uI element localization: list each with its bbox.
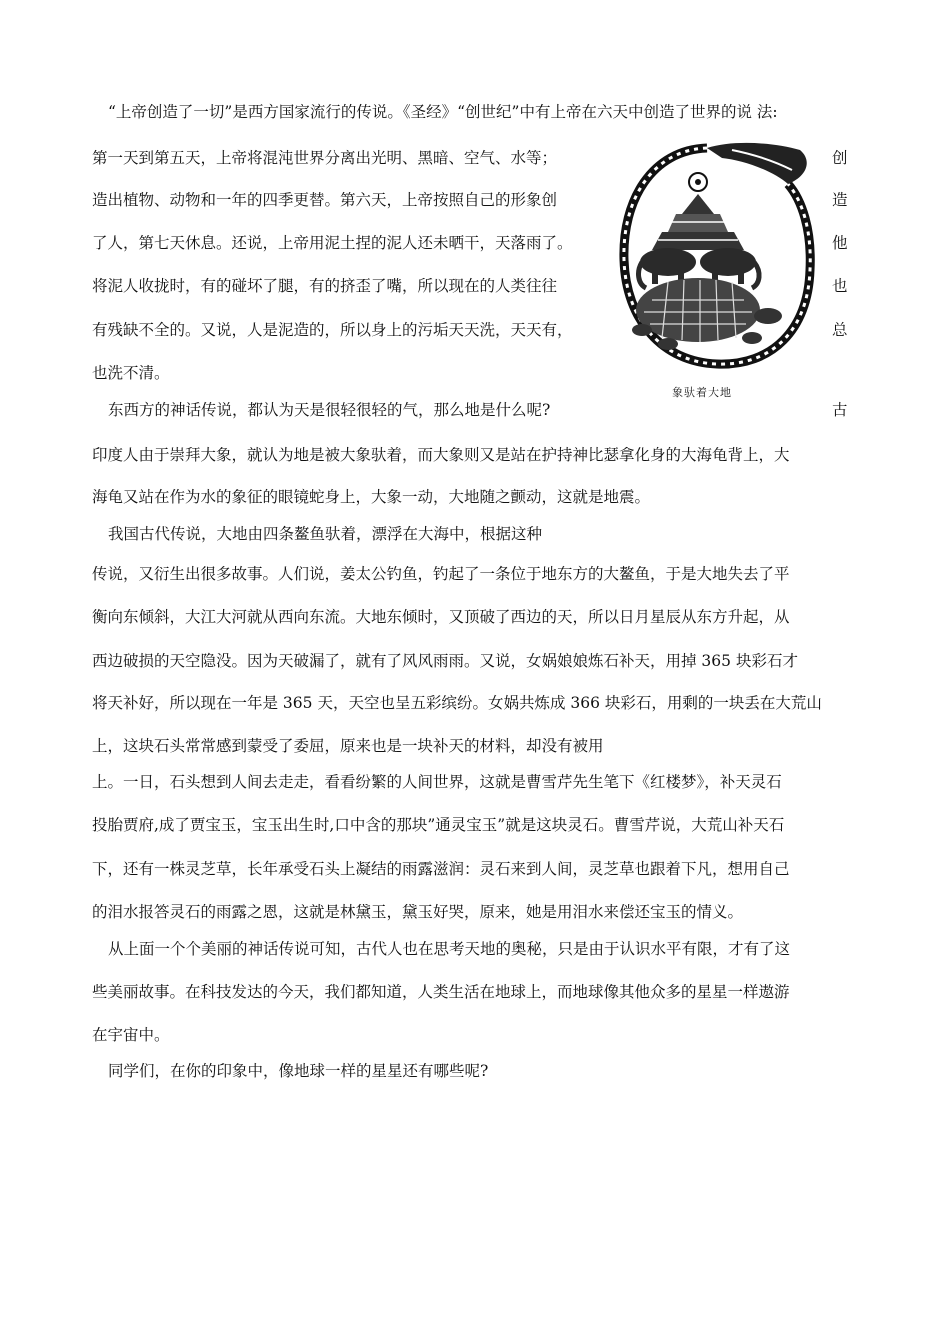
text-line: 衡向东倾斜，大江大河就从西向东流。大地东倾时，又顶破了西边的天，所以日月星辰从东方升起，从: [92, 608, 790, 626]
margin-char: 他: [832, 234, 848, 252]
text-line: 上，这块石头常常感到蒙受了委屈，原来也是一块补天的材料，却没有被用: [92, 737, 604, 755]
text-line: 东西方的神话传说，都认为天是很轻很轻的气，那么地是什么呢?: [108, 401, 551, 419]
text-line: 上。一日，石头想到人间去走走，看看纷繁的人间世界，这就是曹雪芹先生笔下《红楼梦》，补天灵石: [92, 773, 782, 791]
text-line: 同学们，在你的印象中，像地球一样的星星还有哪些呢?: [108, 1062, 489, 1080]
text-line: 传说，又衍生出很多故事。人们说，姜太公钓鱼，钓起了一条位于地东方的大鳌鱼，于是大地失去了平: [92, 565, 790, 583]
text-line: 些美丽故事。在科技发达的今天，我们都知道，人类生活在地球上，而地球像其他众多的星星一样遨游: [92, 983, 790, 1001]
text-line: 也洗不清。: [92, 364, 170, 382]
text-line: 海龟又站在作为水的象征的眼镜蛇身上，大象一动，大地随之颤动，这就是地震。: [92, 488, 651, 506]
margin-char: 古: [832, 401, 848, 419]
figure-caption: 象驮着大地: [672, 386, 732, 399]
text-line: 西边破损的天空隐没。因为天破漏了，就有了风风雨雨。又说，女娲娘娘炼石补天，用掉 365 块彩石才: [92, 652, 798, 670]
text-line: 第一天到第五天，上帝将混沌世界分离出光明、黑暗、空气、水等；: [92, 149, 558, 167]
text-line: 在宇宙中。: [92, 1026, 170, 1044]
text-line: 有残缺不全的。又说，人是泥造的，所以身上的污垢天天洗，天天有，: [92, 321, 573, 339]
turtle-elephant-world-image: [612, 140, 817, 370]
text-line: 我国古代传说，大地由四条鳌鱼驮着，漂浮在大海中，根据这种: [108, 525, 543, 543]
text-line: 造出植物、动物和一年的四季更替。第六天，上帝按照自己的形象创: [92, 191, 558, 209]
text-line: 从上面一个个美丽的神话传说可知，古代人也在思考天地的奥秘，只是由于认识水平有限，才有了这: [108, 940, 791, 958]
margin-char: 造: [832, 191, 848, 209]
margin-char: 也: [832, 277, 848, 295]
text-line: 将天补好，所以现在一年是 365 天，天空也呈五彩缤纷。女娲共炼成 366 块彩石，用剩的一块丢在大荒山: [92, 694, 822, 712]
text-line: 的泪水报答灵石的雨露之恩，这就是林黛玉，黛玉好哭，原来，她是用泪水来偿还宝玉的情义。: [92, 903, 744, 921]
text-line: “上帝创造了一切”是西方国家流行的传说。《圣经》“创世纪”中有上帝在六天中创造了世界的说 法:: [108, 103, 778, 121]
text-line: 将泥人收拢时，有的碰坏了腿，有的挤歪了嘴，所以现在的人类往往: [92, 277, 558, 295]
text-line: 下，还有一株灵芝草，长年承受石头上凝结的雨露滋润：灵石来到人间，灵芝草也跟着下凡，想用自己: [92, 860, 790, 878]
margin-char: 总: [832, 321, 848, 339]
text-line: 印度人由于崇拜大象，就认为地是被大象驮着，而大象则又是站在护持神比瑟拿化身的大海龟背上，大: [92, 446, 790, 464]
text-line: 投胎贾府,成了贾宝玉，宝玉出生时,口中含的那块”通灵宝玉”就是这块灵石。曹雪芹说，大荒山补天石: [92, 816, 785, 834]
world-on-turtle-illustration: [612, 140, 817, 370]
text-line: 了人，第七天休息。还说，上帝用泥土捏的泥人还未晒干，天落雨了。: [92, 234, 573, 252]
margin-char: 创: [832, 149, 848, 167]
